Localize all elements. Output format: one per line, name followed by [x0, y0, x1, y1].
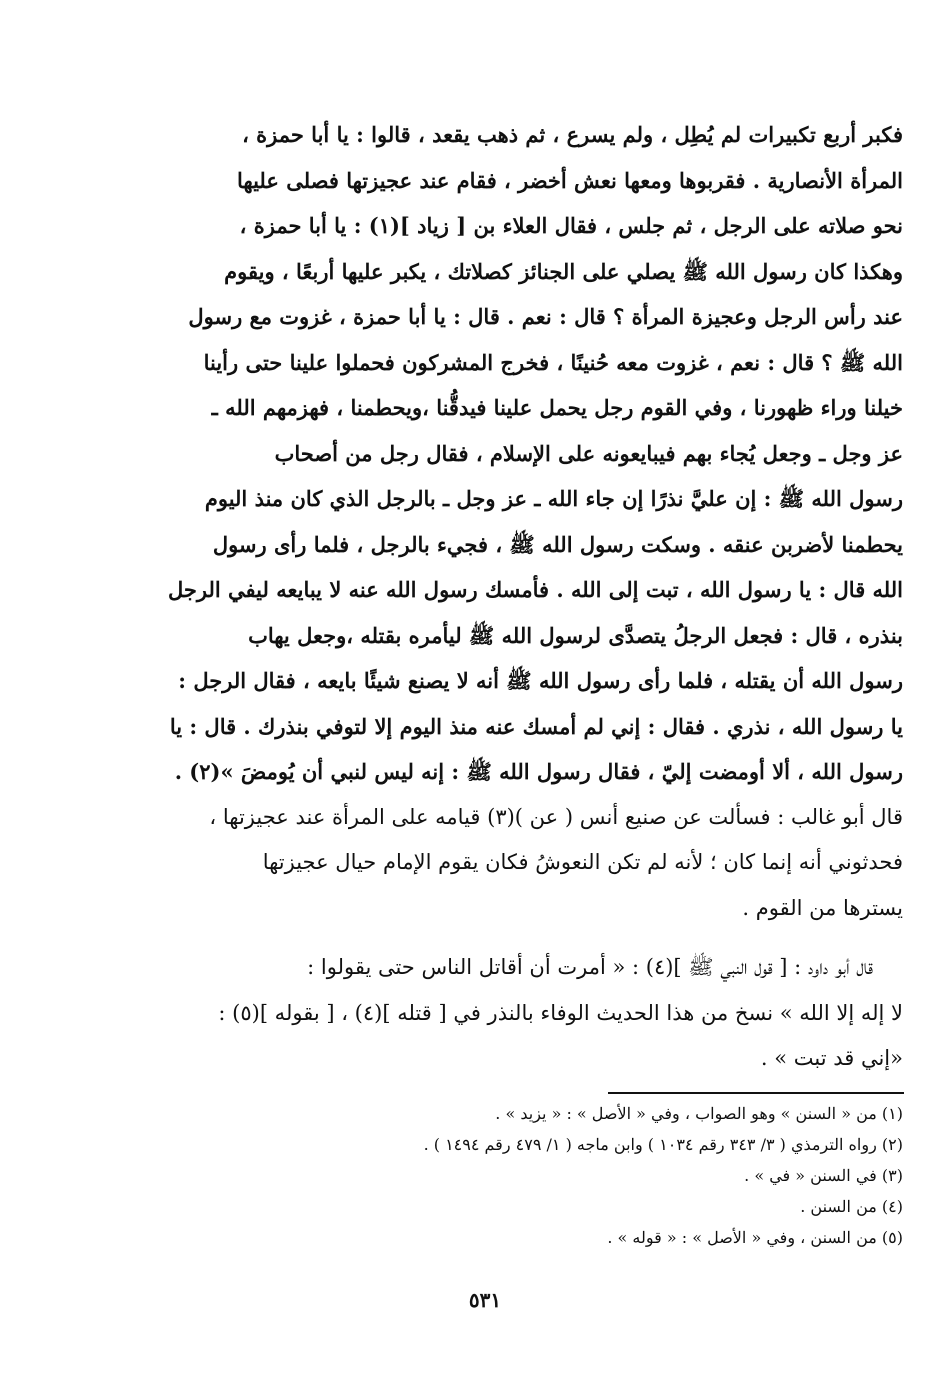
text-line: بنذره ، قال : فجعل الرجلُ يتصدَّى لرسول الله ﷺ ليأمره بقتله ،وجعل يهاب	[248, 622, 903, 648]
main-text-block	[128, 112, 903, 1082]
text-line: رسول الله أن يقتله ، فلما رأى رسول الله ﷺ أنه لا يصنع شيئًا بايعه ، فقال الرجل :	[178, 668, 903, 693]
footnote: (٢) رواه الترمذي ( ٣/ ٣٤٣ رقم ١٠٣٤ ) وابن ماجه ( ١/ ٤٧٩ رقم ١٤٩٤ ) .	[423, 1135, 903, 1154]
footnote: (٥) من السنن ، وفي « الأصل » : « قوله » .	[607, 1228, 903, 1247]
text-line: الله قال : يا رسول الله ، تبت إلى الله . فأمسك رسول الله عنه لا يبايعه ليفي الرجل	[168, 577, 903, 602]
page-number: ٥٣١	[468, 1288, 502, 1312]
footnote: (٣) في السنن « في » .	[744, 1166, 903, 1185]
paragraph-gap	[128, 931, 903, 945]
text-line: الله ﷺ ؟ قال : نعم ، غزوت معه حُنينًا ، فخرج المشركون فحملوا علينا حتى رأينا	[203, 349, 903, 375]
text-line: عند رأس الرجل وعجيزة المرأة ؟ قال : نعم . قال : يا أبا حمزة ، غزوت مع رسول	[188, 304, 903, 329]
footnote-separator	[608, 1092, 904, 1094]
text-line: يا رسول الله ، نذري . فقال : إني لم أمسك عنه منذ اليوم إلا لتوفي بنذرك . قال : يا	[169, 713, 903, 739]
text-line: نحو صلاته على الرجل ، ثم جلس ، فقال العلاء بن [ زياد ](١) : يا أبا حمزة ،	[239, 213, 903, 238]
text-line: فكبر أربع تكبيرات لم يُطِل ، ولم يسرع ، ثم ذهب يقعد ، قالوا : يا أبا حمزة ،	[242, 122, 903, 147]
text-line: المرأة الأنصارية . فقربوها ومعها نعش أخضر ، فقام عند عجيزتها فصلى عليها	[237, 167, 903, 193]
text-line: عز وجل ـ وجعل يُجاء بهم فيبايعونه على الإسلام ، فقال رجل من أصحاب	[274, 440, 903, 466]
text-line: رسول الله ﷺ : إن عليَّ نذرًا إن جاء الله ـ عز وجل ـ بالرجل الذي كان منذ اليوم	[204, 486, 903, 511]
text-line: رسول الله ، ألا أومضت إليّ ، فقال رسول الله ﷺ : إنه ليس لنبي أن يُومضَ »(٢) .	[174, 759, 903, 784]
text-line: قال أبو داود : [ قول النبي ﷺ ](٤) : « أمرت أن أقاتل الناس حتى يقولوا :	[307, 955, 873, 979]
footnote: (٤) من السنن .	[800, 1197, 903, 1216]
text-line: «إني قد تبت » .	[760, 1046, 903, 1070]
text-line: يسترها من القوم .	[742, 895, 903, 920]
footnote: (١) من « السنن » وهو الصواب ، وفي « الأصل » : « يزيد » .	[495, 1104, 903, 1123]
text-line: لا إله إلا الله » نسخ من هذا الحديث الوفاء بالنذر في [ قتله ](٤) ، [ بقوله ](٥) :	[218, 1000, 903, 1025]
text-line: وهكذا كان رسول الله ﷺ يصلي على الجنائز كصلاتك ، يكبر عليها أربعًا ، ويقوم	[224, 258, 903, 284]
text-line: قال أبو غالب : فسألت عن صنيع أنس ( عن )(٣) قيامه على المرأة عند عجيزتها ،	[209, 804, 903, 829]
text-line: فحدثوني أنه إنما كان ؛ لأنه لم تكن النعوشُ فكان يقوم الإمام حيال عجيزتها	[262, 850, 903, 874]
text-line: خيلنا وراء ظهورنا ، وفي القوم رجل يحمل علينا فيدقُّنا ،ويحطمنا ، فهزمهم الله ـ	[211, 395, 903, 420]
text-line: يحطمنا لأضربن عنقه . وسكت رسول الله ﷺ ، فجيء بالرجل ، فلما رأى رسول	[212, 531, 903, 557]
footnotes-block	[128, 1098, 903, 1253]
